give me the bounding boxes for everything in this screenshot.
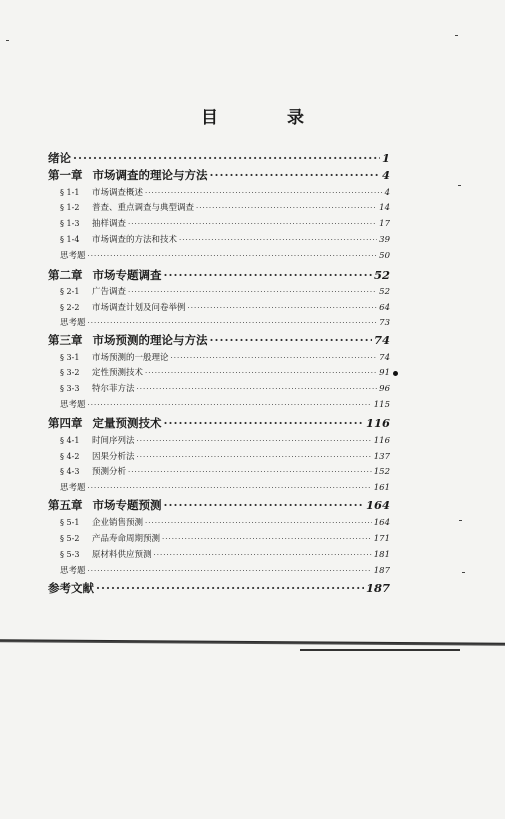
entry-title: 市场专题调查 [92, 268, 162, 282]
toc-entry-label [60, 201, 194, 213]
page-number: 171 [373, 534, 390, 544]
scan-speck [459, 520, 462, 521]
toc-entry-label [60, 516, 143, 528]
page-number: 74 [379, 353, 390, 363]
section-number: § 3-3 [60, 384, 80, 393]
toc-entry-label [48, 267, 162, 283]
toc-section-row [60, 217, 390, 229]
entry-title: 思考题 [60, 251, 86, 261]
page-number: 96 [379, 384, 390, 394]
entry-title: 市场调查计划及问卷举例 [92, 303, 186, 313]
entry-title: 企业销售预测 [92, 518, 144, 528]
page-number: 161 [373, 483, 390, 493]
toc-section-row [60, 301, 390, 313]
entry-title: 市场调查的方法和技术 [92, 235, 178, 245]
leader-dots [145, 189, 383, 197]
entry-title: 预测分析 [92, 467, 127, 477]
toc-entry-label [60, 351, 169, 363]
entry-title: 市场预测的理论与方法 [92, 333, 208, 347]
entry-title: 广告调查 [92, 287, 127, 297]
section-number: § 2-2 [60, 303, 80, 312]
toc-question-row [60, 316, 390, 328]
page-number: 116 [373, 436, 390, 446]
toc-section-row [60, 532, 390, 544]
entry-title: 因果分析法 [92, 452, 135, 462]
page-number: 74 [373, 333, 390, 347]
page-number: 17 [379, 219, 390, 229]
page-number: 164 [365, 498, 390, 512]
page-number: 4 [384, 188, 390, 198]
section-number: § 4-1 [60, 436, 80, 445]
entry-title: 抽样调查 [92, 219, 127, 229]
page-number: 50 [379, 251, 390, 261]
entry-title: 时间序列法 [92, 436, 135, 446]
leader-dots [88, 484, 372, 492]
entry-title: 市场预测的一般理论 [92, 353, 169, 363]
page-number: 64 [379, 303, 390, 313]
toc-entry-label [60, 285, 126, 297]
toc-entry-label [60, 186, 143, 198]
toc-question-row [60, 564, 390, 576]
toc-chapter-row [48, 167, 390, 183]
section-number: § 3-2 [60, 368, 80, 377]
page-number: 73 [379, 318, 390, 328]
page-number: 52 [379, 287, 390, 297]
toc-entry-label [48, 332, 208, 348]
section-number: § 1-1 [60, 188, 80, 197]
leader-dots [196, 204, 377, 212]
toc-question-row [60, 481, 390, 493]
entry-title: 定量预测技术 [92, 416, 162, 430]
leader-dots [137, 385, 378, 393]
toc-entry-label [60, 434, 135, 446]
toc-entry-label [60, 481, 86, 493]
entry-title: 思考题 [60, 483, 86, 493]
page-number: 116 [365, 416, 390, 430]
toc-question-row [60, 398, 390, 410]
leader-dots [164, 268, 372, 282]
toc-section-row [60, 465, 390, 477]
scan-speck [455, 35, 458, 36]
ink-dot [393, 371, 398, 376]
page-number: 187 [373, 566, 390, 576]
toc-question-row [60, 249, 390, 261]
toc-title: 目 录 [201, 108, 330, 128]
toc-chapter-row [48, 332, 390, 348]
toc-entry-label [48, 415, 162, 431]
section-number: § 5-3 [60, 550, 80, 559]
page-number: 181 [373, 550, 390, 560]
leader-dots [145, 369, 377, 377]
entry-title: 思考题 [60, 318, 86, 328]
leader-dots [137, 437, 372, 445]
entry-title: 原材料供应预测 [92, 550, 152, 560]
toc-entry-label [48, 497, 162, 513]
scan-speck [458, 185, 461, 186]
page-number: 91 [379, 368, 390, 378]
toc-entry-label [60, 233, 177, 245]
toc-chapter-row [48, 580, 390, 596]
toc-entry-label [60, 366, 143, 378]
entry-title: 产品寿命周期预测 [92, 534, 161, 544]
toc-entry-label [60, 548, 152, 560]
leader-dots [88, 252, 378, 260]
leader-dots [188, 304, 378, 312]
leader-dots [88, 319, 378, 327]
chapter-number: 第三章 [48, 333, 83, 347]
page-number: 164 [373, 518, 390, 528]
scan-speck [462, 572, 465, 573]
leader-dots [128, 220, 377, 228]
page-number: 1 [381, 151, 390, 165]
toc-section-row [60, 450, 390, 462]
chapter-number: 第一章 [48, 168, 83, 182]
toc-chapter-row [48, 150, 390, 166]
leader-dots [154, 551, 372, 559]
section-number: § 2-1 [60, 287, 80, 296]
leader-dots [164, 498, 364, 512]
page-number: 52 [373, 268, 390, 282]
toc-chapter-row [48, 497, 390, 513]
toc-section-row [60, 233, 390, 245]
toc-entry-label [60, 301, 186, 313]
entry-title: 定性预测技术 [92, 368, 144, 378]
entry-title: 参考文献 [48, 581, 94, 595]
page-number: 115 [373, 400, 390, 410]
entry-title: 市场专题预测 [92, 498, 162, 512]
toc-section-row [60, 351, 390, 363]
toc-entry-label [48, 167, 208, 183]
leader-dots [164, 416, 364, 430]
page-number: 137 [373, 452, 390, 462]
section-number: § 1-3 [60, 219, 80, 228]
entry-title: 绪论 [48, 151, 71, 165]
toc-section-row [60, 201, 390, 213]
toc-section-row [60, 382, 390, 394]
page-number: 152 [373, 467, 390, 477]
page-number: 4 [381, 168, 390, 182]
toc-chapter-row [48, 267, 390, 283]
entry-title: 市场调查的理论与方法 [92, 168, 208, 182]
section-number: § 1-4 [60, 235, 80, 244]
toc-entry-label [48, 150, 71, 166]
leader-dots [88, 567, 372, 575]
toc-entry-label [60, 450, 135, 462]
toc-entry-label [60, 316, 86, 328]
toc-chapter-row [48, 415, 390, 431]
leader-dots [88, 401, 372, 409]
entry-title: 市场调查概述 [92, 188, 144, 198]
toc-section-row [60, 548, 390, 560]
leader-dots [210, 168, 380, 182]
leader-dots [179, 236, 377, 244]
section-number: § 4-2 [60, 452, 80, 461]
leader-dots [137, 453, 372, 461]
leader-dots [145, 519, 372, 527]
toc-section-row [60, 516, 390, 528]
leader-dots [96, 581, 364, 595]
page-number: 39 [379, 235, 390, 245]
entry-title: 思考题 [60, 400, 86, 410]
leader-dots [128, 288, 377, 296]
leader-dots [162, 535, 372, 543]
entry-title: 普查、重点调查与典型调查 [92, 203, 195, 213]
section-number: § 1-2 [60, 203, 80, 212]
toc-entry-label [60, 217, 126, 229]
page-edge-line [300, 649, 460, 651]
toc-section-row [60, 366, 390, 378]
leader-dots [128, 468, 372, 476]
page-edge-line [0, 639, 505, 646]
section-number: § 5-2 [60, 534, 80, 543]
toc-entry-label [48, 580, 94, 596]
scan-speck [6, 40, 9, 41]
toc-entry-label [60, 249, 86, 261]
toc-entry-label [60, 382, 135, 394]
toc-entry-label [60, 398, 86, 410]
toc-entry-label [60, 564, 86, 576]
toc-entry-label [60, 532, 160, 544]
section-number: § 4-3 [60, 467, 80, 476]
chapter-number: 第四章 [48, 416, 83, 430]
toc-section-row [60, 186, 390, 198]
toc-entry-label [60, 465, 126, 477]
page-number: 14 [379, 203, 390, 213]
chapter-number: 第二章 [48, 268, 83, 282]
section-number: § 5-1 [60, 518, 80, 527]
entry-title: 思考题 [60, 566, 86, 576]
toc-section-row [60, 285, 390, 297]
section-number: § 3-1 [60, 353, 80, 362]
entry-title: 特尔菲方法 [92, 384, 135, 394]
leader-dots [73, 151, 380, 165]
leader-dots [210, 333, 372, 347]
page-number: 187 [365, 581, 390, 595]
chapter-number: 第五章 [48, 498, 83, 512]
toc-section-row [60, 434, 390, 446]
leader-dots [171, 354, 378, 362]
